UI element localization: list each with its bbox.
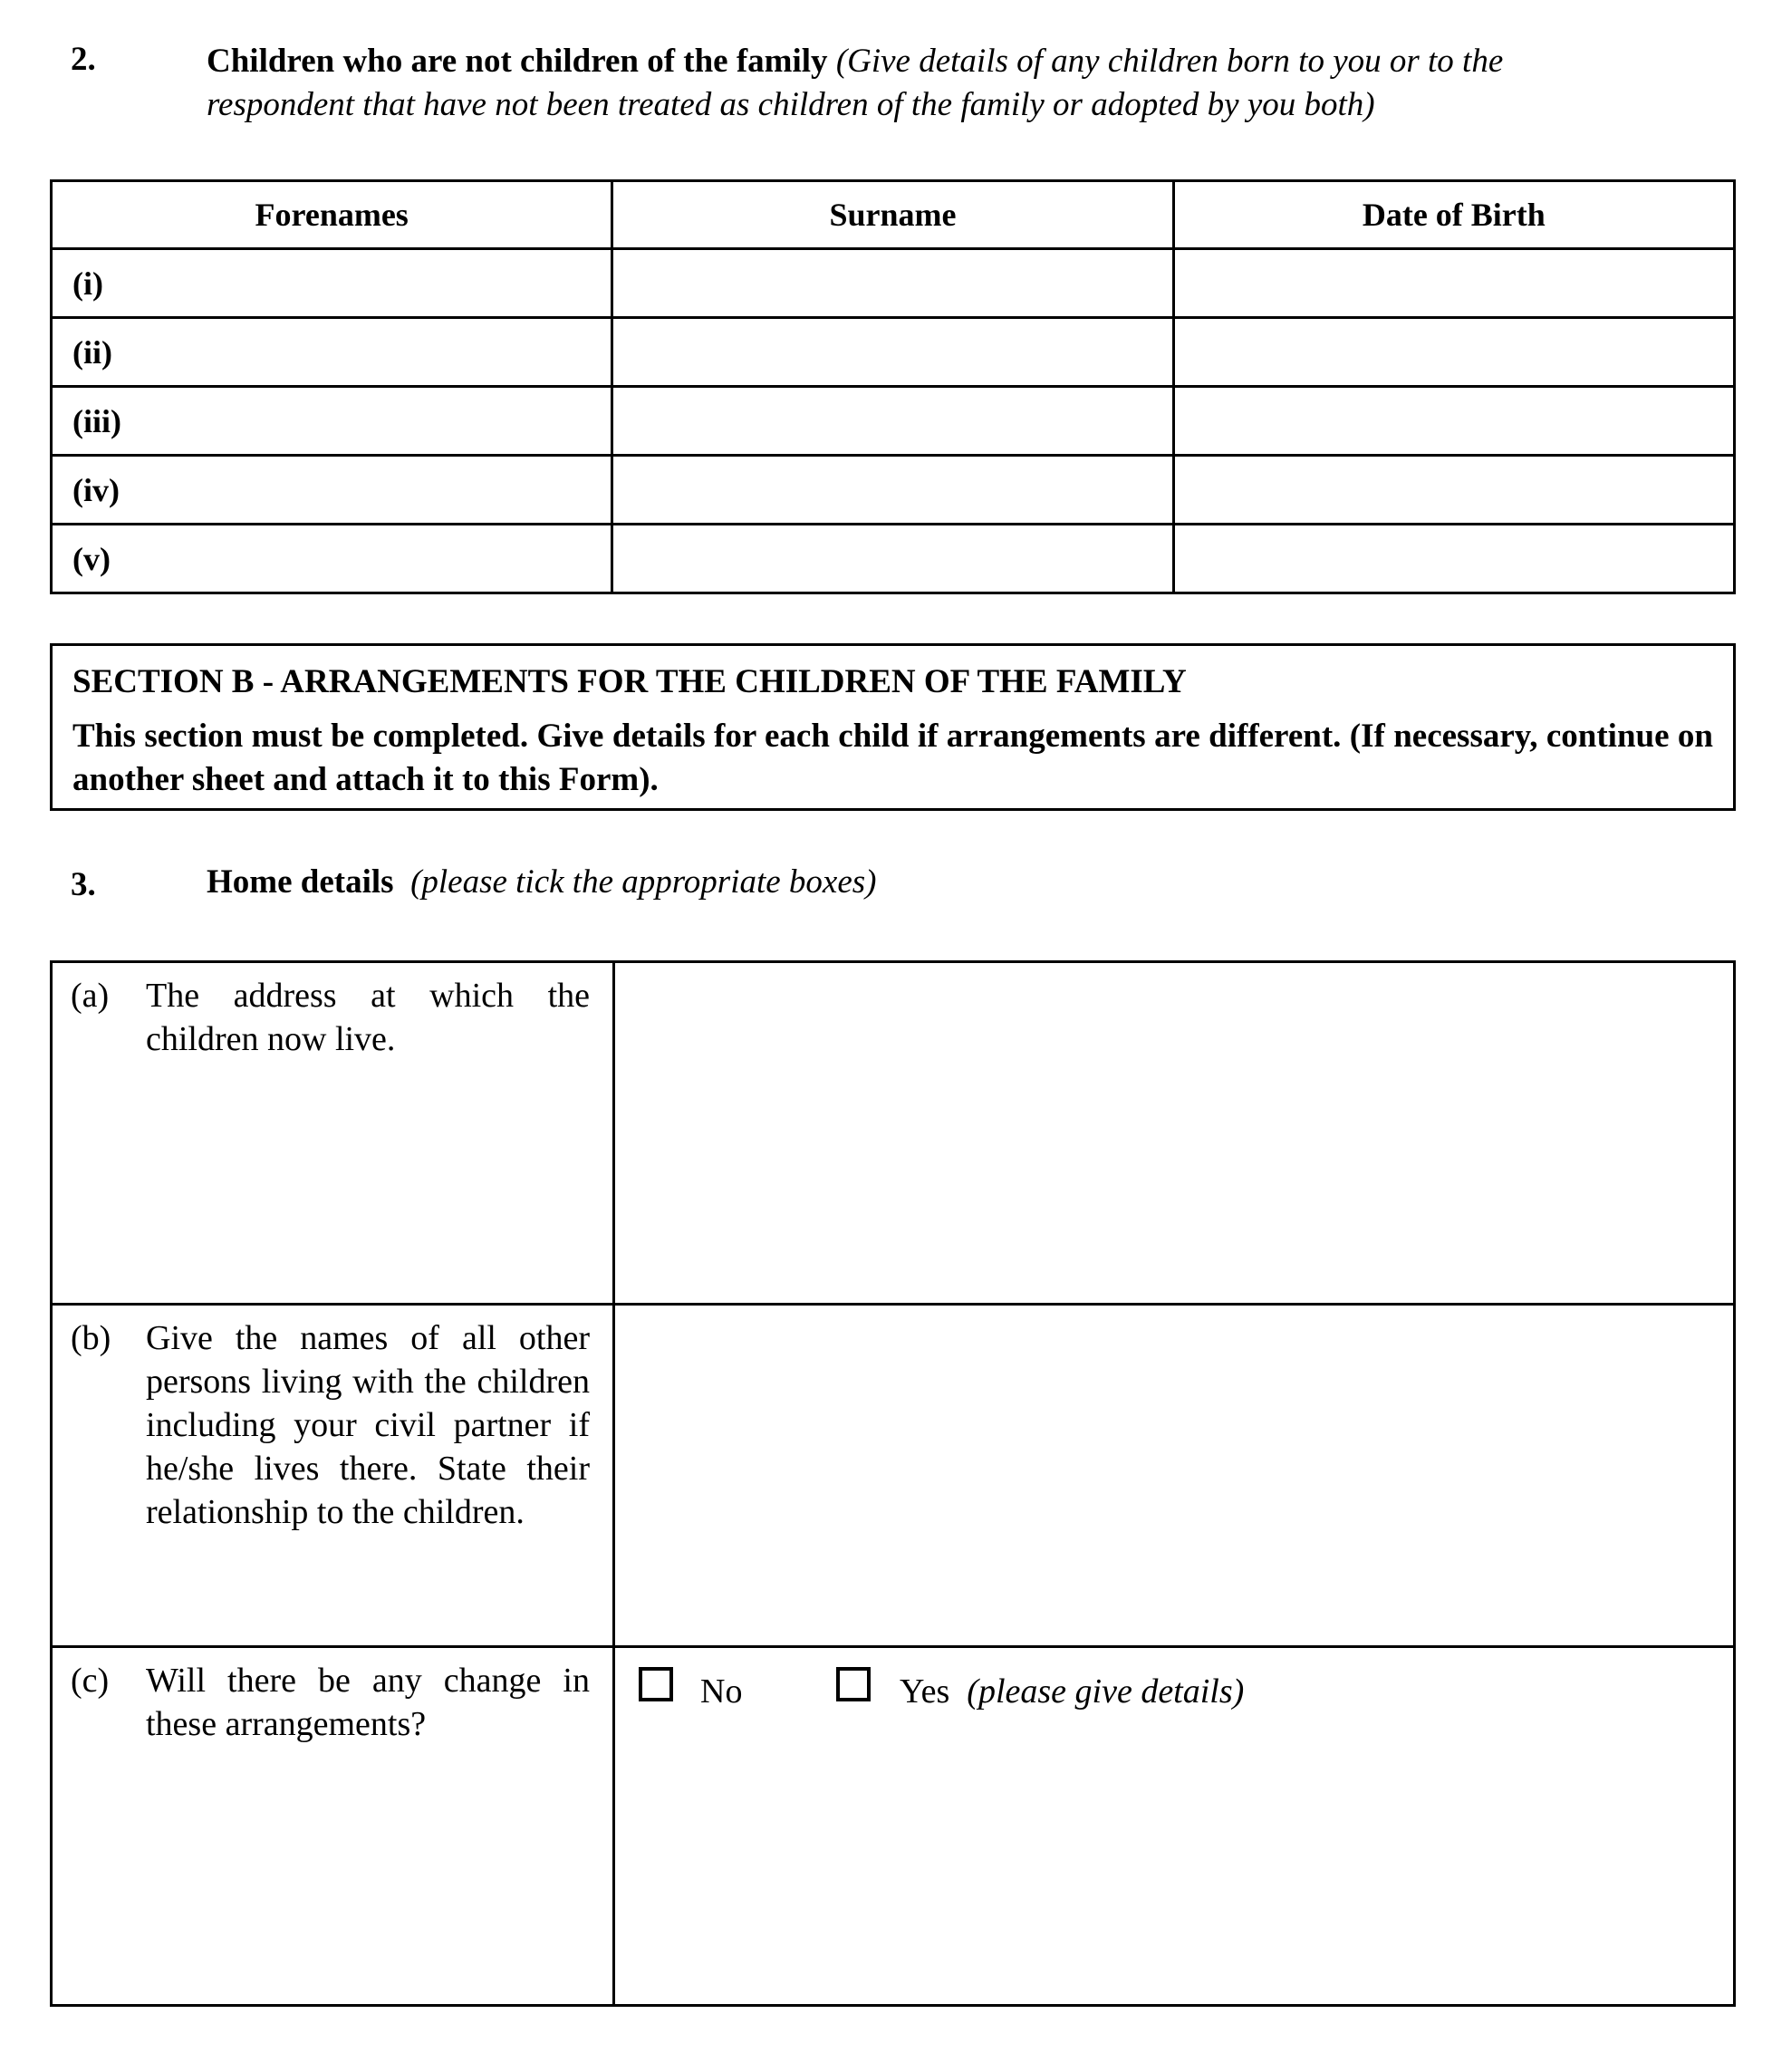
question-2-number: 2. <box>71 41 96 78</box>
date-of-birth-cell[interactable] <box>1173 318 1734 387</box>
date-of-birth-cell[interactable] <box>1173 387 1734 456</box>
table-row <box>52 387 1735 456</box>
table-row <box>52 318 1735 387</box>
home-item-a <box>53 974 612 1300</box>
home-item-b <box>53 1316 612 1643</box>
section-b-heading: SECTION B - ARRANGEMENTS FOR THE CHILDREN OF THE FAMILY <box>72 663 1187 700</box>
surname-cell[interactable] <box>612 249 1173 318</box>
question-3-number: 3. <box>71 866 96 903</box>
yes-option-label <box>900 1670 1244 1713</box>
item-c-question: Will there be any change in these arrangements? <box>146 1662 590 1743</box>
change-details-field[interactable] <box>623 1724 1719 1996</box>
yes-option-text: Yes <box>900 1672 950 1711</box>
surname-cell[interactable] <box>612 456 1173 525</box>
forenames-cell[interactable]: (iv) <box>52 456 612 525</box>
item-b-tag: (b) <box>71 1319 111 1357</box>
section-b-instructions: This section must be completed. Give details for each child if arrangements are different. (If necessary, continue on another sheet and attach it to this Form). <box>72 718 1713 798</box>
yes-checkbox[interactable] <box>836 1667 871 1701</box>
surname-cell[interactable] <box>612 387 1173 456</box>
home-item-c <box>53 1659 612 1994</box>
question-3-title: Home details <box>207 863 394 901</box>
question-2-note: (Give details of any children born to you or to the <box>835 43 1504 80</box>
item-a-tag: (a) <box>71 977 110 1015</box>
table-row <box>52 525 1735 593</box>
date-of-birth-cell[interactable] <box>1173 456 1734 525</box>
surname-cell[interactable] <box>612 525 1173 593</box>
address-answer-field[interactable] <box>615 963 1733 1303</box>
table-row <box>52 249 1735 318</box>
table-row <box>52 456 1735 525</box>
question-3-heading <box>207 861 1656 904</box>
children-not-of-family-table <box>50 179 1736 594</box>
question-2-title: Children who are not children of the family <box>207 43 828 80</box>
forenames-cell[interactable]: (v) <box>52 525 612 593</box>
question-2-heading <box>207 40 1747 127</box>
date-of-birth-cell[interactable] <box>1173 525 1734 593</box>
column-header-forenames: Forenames <box>52 181 612 249</box>
forenames-cell[interactable]: (i) <box>52 249 612 318</box>
other-persons-answer-field[interactable] <box>615 1306 1733 1645</box>
home-details-table <box>50 960 1736 2007</box>
surname-cell[interactable] <box>612 318 1173 387</box>
date-of-birth-cell[interactable] <box>1173 249 1734 318</box>
section-b-box <box>50 643 1736 811</box>
item-c-tag: (c) <box>71 1662 110 1700</box>
item-b-question: Give the names of all other persons living with the children including your civil partner if he/she lives there. State their relationship to the children. <box>146 1319 590 1531</box>
forenames-cell[interactable]: (iii) <box>52 387 612 456</box>
column-header-surname: Surname <box>612 181 1173 249</box>
item-a-question: The address at which the children now live. <box>146 977 590 1058</box>
question-3-note: (please tick the appropriate boxes) <box>410 863 877 901</box>
forenames-cell[interactable]: (ii) <box>52 318 612 387</box>
question-2-note-continued: respondent that have not been treated as children of the family or adopted by you both) <box>207 86 1375 123</box>
row-divider <box>53 1645 1733 1648</box>
no-checkbox[interactable] <box>639 1667 673 1701</box>
column-header-date-of-birth: Date of Birth <box>1173 181 1734 249</box>
yes-option-note: (please give details) <box>967 1672 1245 1711</box>
no-option-label: No <box>700 1672 743 1711</box>
table-header-row <box>52 181 1735 249</box>
